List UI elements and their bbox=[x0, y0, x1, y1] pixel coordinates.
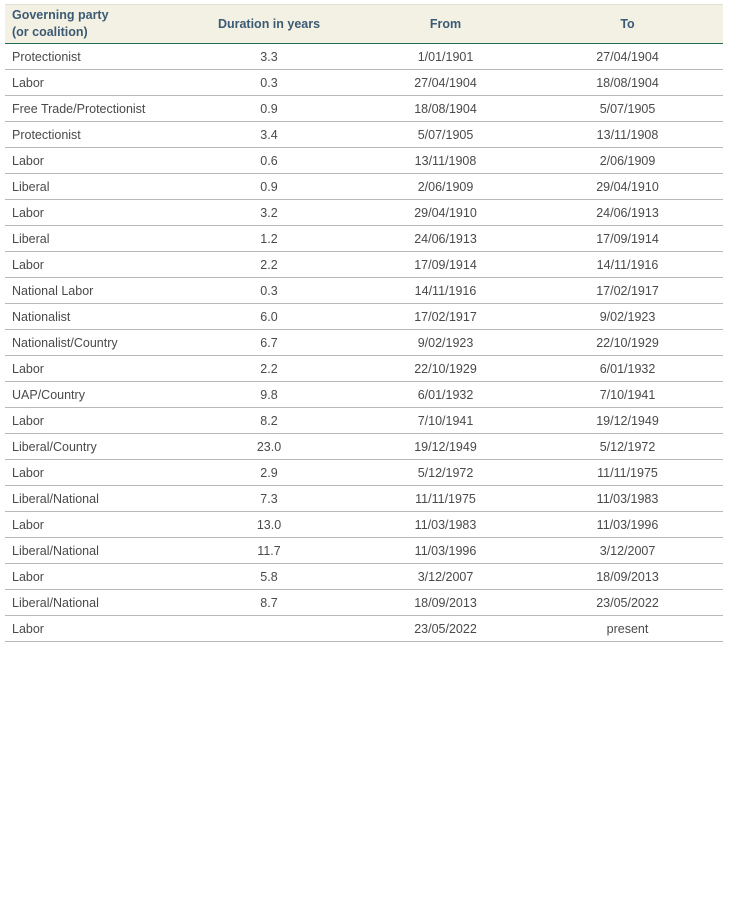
cell-duration: 2.2 bbox=[179, 252, 359, 278]
cell-to: 27/04/1904 bbox=[532, 44, 723, 70]
cell-duration: 0.3 bbox=[179, 70, 359, 96]
table-row bbox=[5, 486, 723, 512]
header-row bbox=[5, 5, 723, 44]
cell-to: 19/12/1949 bbox=[532, 408, 723, 434]
table-row bbox=[5, 382, 723, 408]
cell-party: Liberal/Country bbox=[5, 434, 179, 460]
cell-party: Protectionist bbox=[5, 44, 179, 70]
cell-to: 3/12/2007 bbox=[532, 538, 723, 564]
cell-to: 22/10/1929 bbox=[532, 330, 723, 356]
cell-duration: 3.3 bbox=[179, 44, 359, 70]
cell-duration: 8.7 bbox=[179, 590, 359, 616]
cell-party: Labor bbox=[5, 252, 179, 278]
cell-duration: 6.0 bbox=[179, 304, 359, 330]
cell-to: 17/09/1914 bbox=[532, 226, 723, 252]
cell-from: 3/12/2007 bbox=[359, 564, 532, 590]
cell-duration: 7.3 bbox=[179, 486, 359, 512]
cell-to: 13/11/1908 bbox=[532, 122, 723, 148]
cell-from: 17/09/1914 bbox=[359, 252, 532, 278]
table-row bbox=[5, 460, 723, 486]
cell-from: 27/04/1904 bbox=[359, 70, 532, 96]
cell-to: 18/08/1904 bbox=[532, 70, 723, 96]
table-row bbox=[5, 330, 723, 356]
cell-duration: 0.3 bbox=[179, 278, 359, 304]
cell-party: Nationalist bbox=[5, 304, 179, 330]
table-row bbox=[5, 70, 723, 96]
cell-to: 9/02/1923 bbox=[532, 304, 723, 330]
table-body bbox=[5, 44, 723, 642]
cell-party: Labor bbox=[5, 408, 179, 434]
cell-to: 7/10/1941 bbox=[532, 382, 723, 408]
cell-duration: 0.6 bbox=[179, 148, 359, 174]
cell-duration: 1.2 bbox=[179, 226, 359, 252]
table-row bbox=[5, 122, 723, 148]
cell-to: 5/07/1905 bbox=[532, 96, 723, 122]
cell-from: 5/12/1972 bbox=[359, 460, 532, 486]
cell-from: 14/11/1916 bbox=[359, 278, 532, 304]
governing-parties-table-container bbox=[5, 4, 723, 642]
cell-party: Labor bbox=[5, 512, 179, 538]
cell-duration: 8.2 bbox=[179, 408, 359, 434]
table-row bbox=[5, 148, 723, 174]
table-row bbox=[5, 96, 723, 122]
cell-party: Liberal/National bbox=[5, 538, 179, 564]
table-header bbox=[5, 5, 723, 44]
cell-from: 11/03/1983 bbox=[359, 512, 532, 538]
cell-to: 14/11/1916 bbox=[532, 252, 723, 278]
governing-parties-table bbox=[5, 4, 723, 642]
table-row bbox=[5, 408, 723, 434]
cell-duration: 0.9 bbox=[179, 174, 359, 200]
table-row bbox=[5, 512, 723, 538]
cell-from: 2/06/1909 bbox=[359, 174, 532, 200]
table-row bbox=[5, 434, 723, 460]
table-row bbox=[5, 538, 723, 564]
cell-duration: 9.8 bbox=[179, 382, 359, 408]
cell-party: Labor bbox=[5, 70, 179, 96]
table-row bbox=[5, 226, 723, 252]
cell-party: Labor bbox=[5, 616, 179, 642]
cell-from: 11/03/1996 bbox=[359, 538, 532, 564]
cell-from: 13/11/1908 bbox=[359, 148, 532, 174]
cell-to: 24/06/1913 bbox=[532, 200, 723, 226]
cell-party: Liberal/National bbox=[5, 590, 179, 616]
cell-duration bbox=[179, 616, 359, 642]
cell-party: Labor bbox=[5, 564, 179, 590]
cell-from: 1/01/1901 bbox=[359, 44, 532, 70]
cell-duration: 3.4 bbox=[179, 122, 359, 148]
table-row bbox=[5, 200, 723, 226]
cell-party: Liberal bbox=[5, 174, 179, 200]
table-row bbox=[5, 252, 723, 278]
cell-to: 6/01/1932 bbox=[532, 356, 723, 382]
cell-to: 11/11/1975 bbox=[532, 460, 723, 486]
cell-from: 9/02/1923 bbox=[359, 330, 532, 356]
cell-party: Nationalist/Country bbox=[5, 330, 179, 356]
cell-from: 6/01/1932 bbox=[359, 382, 532, 408]
cell-to: 29/04/1910 bbox=[532, 174, 723, 200]
table-row bbox=[5, 278, 723, 304]
cell-from: 7/10/1941 bbox=[359, 408, 532, 434]
column-header-to: To bbox=[532, 5, 723, 44]
cell-from: 29/04/1910 bbox=[359, 200, 532, 226]
cell-to: 18/09/2013 bbox=[532, 564, 723, 590]
column-header-from: From bbox=[359, 5, 532, 44]
cell-to: present bbox=[532, 616, 723, 642]
cell-duration: 13.0 bbox=[179, 512, 359, 538]
cell-party: Liberal bbox=[5, 226, 179, 252]
cell-party: Labor bbox=[5, 460, 179, 486]
cell-party: National Labor bbox=[5, 278, 179, 304]
cell-duration: 6.7 bbox=[179, 330, 359, 356]
cell-from: 11/11/1975 bbox=[359, 486, 532, 512]
cell-party: Labor bbox=[5, 148, 179, 174]
cell-from: 19/12/1949 bbox=[359, 434, 532, 460]
cell-duration: 2.2 bbox=[179, 356, 359, 382]
column-header-party: Governing party (or coalition) bbox=[5, 5, 179, 44]
cell-to: 17/02/1917 bbox=[532, 278, 723, 304]
cell-party: Liberal/National bbox=[5, 486, 179, 512]
cell-from: 5/07/1905 bbox=[359, 122, 532, 148]
table-row bbox=[5, 616, 723, 642]
cell-party: Free Trade/Protectionist bbox=[5, 96, 179, 122]
cell-to: 5/12/1972 bbox=[532, 434, 723, 460]
cell-duration: 3.2 bbox=[179, 200, 359, 226]
cell-from: 18/08/1904 bbox=[359, 96, 532, 122]
cell-to: 23/05/2022 bbox=[532, 590, 723, 616]
cell-from: 24/06/1913 bbox=[359, 226, 532, 252]
table-row bbox=[5, 590, 723, 616]
cell-to: 11/03/1996 bbox=[532, 512, 723, 538]
cell-duration: 11.7 bbox=[179, 538, 359, 564]
cell-party: Labor bbox=[5, 200, 179, 226]
table-row bbox=[5, 356, 723, 382]
cell-from: 18/09/2013 bbox=[359, 590, 532, 616]
table-row bbox=[5, 44, 723, 70]
cell-duration: 2.9 bbox=[179, 460, 359, 486]
cell-duration: 5.8 bbox=[179, 564, 359, 590]
cell-from: 23/05/2022 bbox=[359, 616, 532, 642]
cell-to: 2/06/1909 bbox=[532, 148, 723, 174]
cell-to: 11/03/1983 bbox=[532, 486, 723, 512]
cell-duration: 0.9 bbox=[179, 96, 359, 122]
cell-party: Protectionist bbox=[5, 122, 179, 148]
table-row bbox=[5, 564, 723, 590]
cell-from: 22/10/1929 bbox=[359, 356, 532, 382]
table-row bbox=[5, 304, 723, 330]
cell-from: 17/02/1917 bbox=[359, 304, 532, 330]
cell-party: UAP/Country bbox=[5, 382, 179, 408]
cell-party: Labor bbox=[5, 356, 179, 382]
column-header-duration: Duration in years bbox=[179, 5, 359, 44]
cell-duration: 23.0 bbox=[179, 434, 359, 460]
table-row bbox=[5, 174, 723, 200]
